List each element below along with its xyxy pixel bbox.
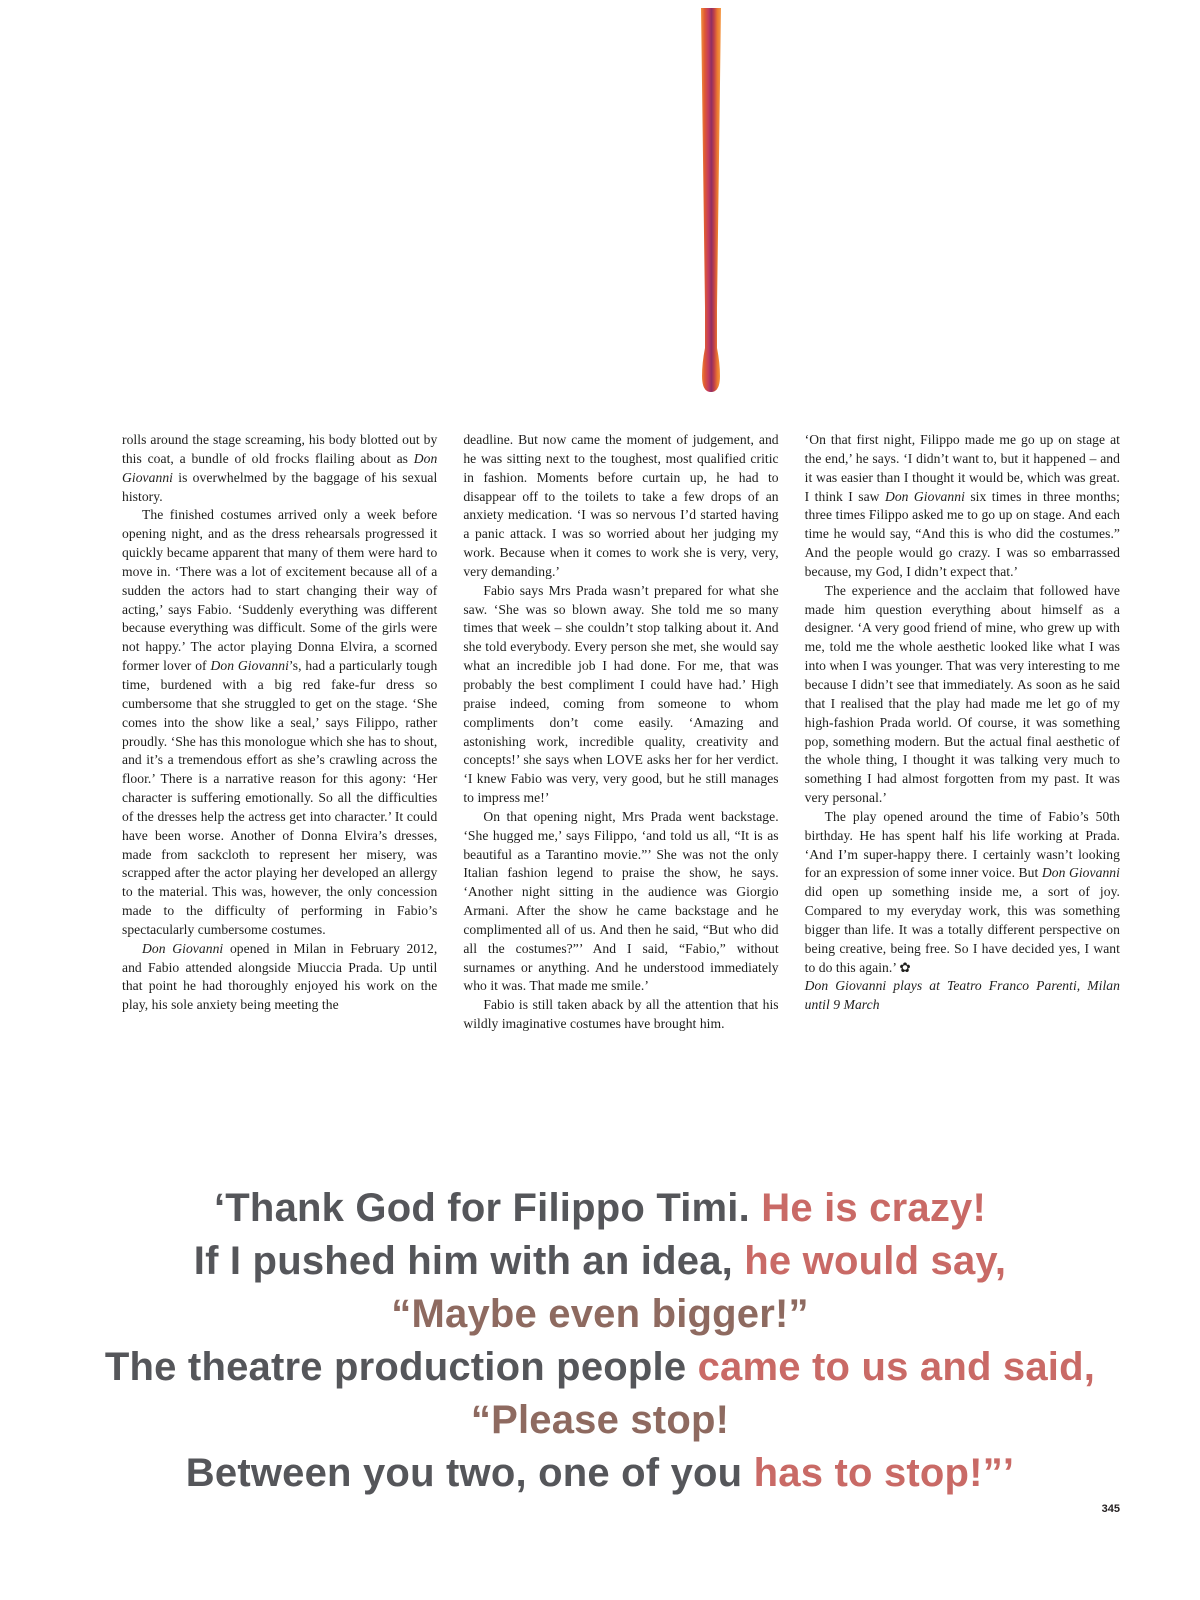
pull-quote-segment: came to us and said, — [697, 1345, 1096, 1389]
text-segment: On that opening night, Mrs Prada went backstage. ‘She hugged me,’ says Filippo, ‘and told us all, “It is as beautiful as a Tarantino movie.”’ She was not the only Italian fashion legend to praise the show, he says. ‘Another night sitting in the audience was Giorgio Armani. After the show he came backstage and he complimented all of us. And then he said, “But who did all the costumes?”’ And I said, “Fabio,” without surnames or anything. And he understood immediately who it was. That made me smile.’ — [463, 808, 779, 994]
text-segment: deadline. But now came the moment of judgement, and he was sitting next to the toughest, most qualified critic in fashion. Moments before curtain up, he had to disappear off to the toilets to take a few drops of an anxiety medication. ‘I was so nervous I’d started having a panic attack. I was so worried about her judging my work. Because when it comes to work she is very, very, very demanding.’ — [463, 432, 779, 579]
pull-quote-segment: He is crazy! — [761, 1186, 986, 1230]
text-segment: The experience and the acclaim that followed have made him question everything about himself as a designer. ‘A very good friend of mine, who grew up with me, told me the whole aesthetic looked like what I was into when I was younger. That was very interesting to me because I didn’t see that immediately. As soon as he said that I realised that the play had made me let go of my high-fashion Prada world. Of course, it was something pop, something modern. But the actual final aesthetic of the whole thing, I thought it was talking very much to something I had almost forgotten from my past. It was very personal.’ — [804, 582, 1120, 806]
pull-quote-line — [40, 1235, 1160, 1288]
paragraph — [463, 996, 778, 1034]
pull-quote-segment: If I pushed him with an idea, — [193, 1239, 745, 1283]
paragraph — [122, 940, 437, 1015]
text-segment: The finished costumes arrived only a week before opening night, and as the dress rehearsals progressed it quickly became apparent that many of them were hard to move in. ‘There was a lot of excitement because all of a sudden the actors had to start changing their way of acting,’ says Fabio. ‘Suddenly everything was different because everything was difficult. Some of the girls were not happy.’ The actor playing Donna Elvira, a scorned former lover of — [122, 507, 438, 674]
paragraph — [463, 431, 778, 582]
text-segment: Don Giovanni — [210, 658, 289, 674]
article-column-2 — [463, 431, 778, 1034]
text-segment: Fabio says Mrs Prada wasn’t prepared for what she saw. ‘She was so blown away. She told me so many times that week – she couldn’t stop talking about it. And she told everybody. Every person she met, she would say what an incredible job I had done. For me, that was probably the best compliment I could have had.’ High praise indeed, coming from someone to whom compliments don’t come easily. ‘Amazing and astonishing work, incredible quality, creativity and concepts!’ she says when LOVE asks her for her verdict. ‘I knew Fabio was very, very good, but he still manages to impress me!’ — [463, 582, 779, 806]
text-segment: ‘On that first night, Filippo made me go up on stage at the end,’ he says. ‘I didn’t want to, but it happened – and it was easier than I thought it would be, which was great. I think I saw — [804, 432, 1120, 504]
paragraph — [463, 582, 778, 808]
article-column-3 — [805, 431, 1120, 1034]
text-segment: rolls around the stage screaming, his body blotted out by this coat, a bundle of old frocks flailing about as — [122, 432, 438, 466]
paragraph — [122, 431, 437, 506]
pull-quote-segment: Between you two, one of you — [185, 1451, 754, 1495]
pull-quote-segment: ‘Thank God for Filippo Timi. — [213, 1186, 762, 1230]
paint-drip-image — [694, 8, 728, 400]
pull-quote-line — [40, 1394, 1160, 1447]
text-segment: six times in three months; three times Filippo asked me to go up on stage. And each time he would say, “And this is who did the costumes.” And the people would go crazy. I was so embarrassed because, my God, I didn’t expect that.’ — [804, 488, 1120, 579]
paragraph — [805, 808, 1120, 978]
text-segment: is overwhelmed by the baggage of his sexual history. — [122, 469, 438, 504]
text-segment: Don Giovanni — [122, 450, 438, 485]
pull-quote-line — [40, 1341, 1160, 1394]
pull-quote-segment: “Please stop! — [470, 1398, 730, 1442]
page-number: 345 — [1101, 1503, 1120, 1515]
pull-quote-segment: has to stop!”’ — [753, 1451, 1015, 1495]
paragraph — [463, 808, 778, 996]
text-segment: Don Giovanni — [884, 488, 965, 504]
article-column-1 — [122, 431, 437, 1034]
text-segment: Don Giovanni — [1041, 865, 1120, 881]
paragraph — [122, 506, 437, 939]
pull-quote-line — [40, 1447, 1160, 1500]
text-segment: Don Giovanni plays at Teatro Franco Parenti, Milan until 9 March — [804, 978, 1120, 1013]
text-segment: opened in Milan in February 2012, and Fabio attended alongside Miuccia Prada. Up until that point he had thoroughly enjoyed his work on the play, his sole anxiety being meeting the — [122, 940, 438, 1013]
pull-quote-segment: he would say, — [744, 1239, 1007, 1283]
text-segment: ’s, had a particularly tough time, burdened with a big red fake-fur dress so cumbersome that she struggled to get on the stage. ‘She comes into the show like a seal,’ says Filippo, rather proudly. ‘She has this monologue which she has to shout, and it’s a tremendous effort as she’s crawling across the floor.’ There is a narrative reason for this agony: ‘Her character is suffering emotionally. So all the difficulties of the dresses help the actress get into character.’ It could have been worse. Another of Donna Elvira’s dresses, made from sackcloth to represent her misery, was scrapped after the actor playing her developed an allergy to the material. This was, however, the only concession made to the difficulty of performing in Fabio’s spectacularly cumbersome costumes. — [122, 658, 438, 937]
pull-quote — [40, 1182, 1160, 1500]
pull-quote-segment: The theatre production people — [104, 1345, 698, 1389]
text-segment: The play opened around the time of Fabio’s 50th birthday. He has spent half his life working at Prada. ‘And I’m super-happy there. I certainly wasn’t looking for an expression of some inner voice. But — [804, 808, 1120, 881]
pull-quote-line — [40, 1182, 1160, 1235]
pull-quote-segment: “Maybe even bigger!” — [391, 1292, 809, 1336]
article-body — [122, 431, 1120, 1034]
text-segment: did open up something inside me, a sort of joy. Compared to my everyday work, this was something bigger than life. It was a totally different perspective on being creative, being free. So I have decided yes, I want to do this again.’ ✿ — [804, 884, 1120, 975]
paragraph — [805, 431, 1120, 582]
pull-quote-line — [40, 1288, 1160, 1341]
paint-drip-graphic — [694, 8, 728, 400]
paragraph — [805, 582, 1120, 808]
text-segment: Don Giovanni — [142, 940, 224, 956]
text-segment: Fabio is still taken aback by all the attention that his wildly imaginative costumes have brought him. — [463, 997, 779, 1032]
paragraph — [805, 977, 1120, 1015]
